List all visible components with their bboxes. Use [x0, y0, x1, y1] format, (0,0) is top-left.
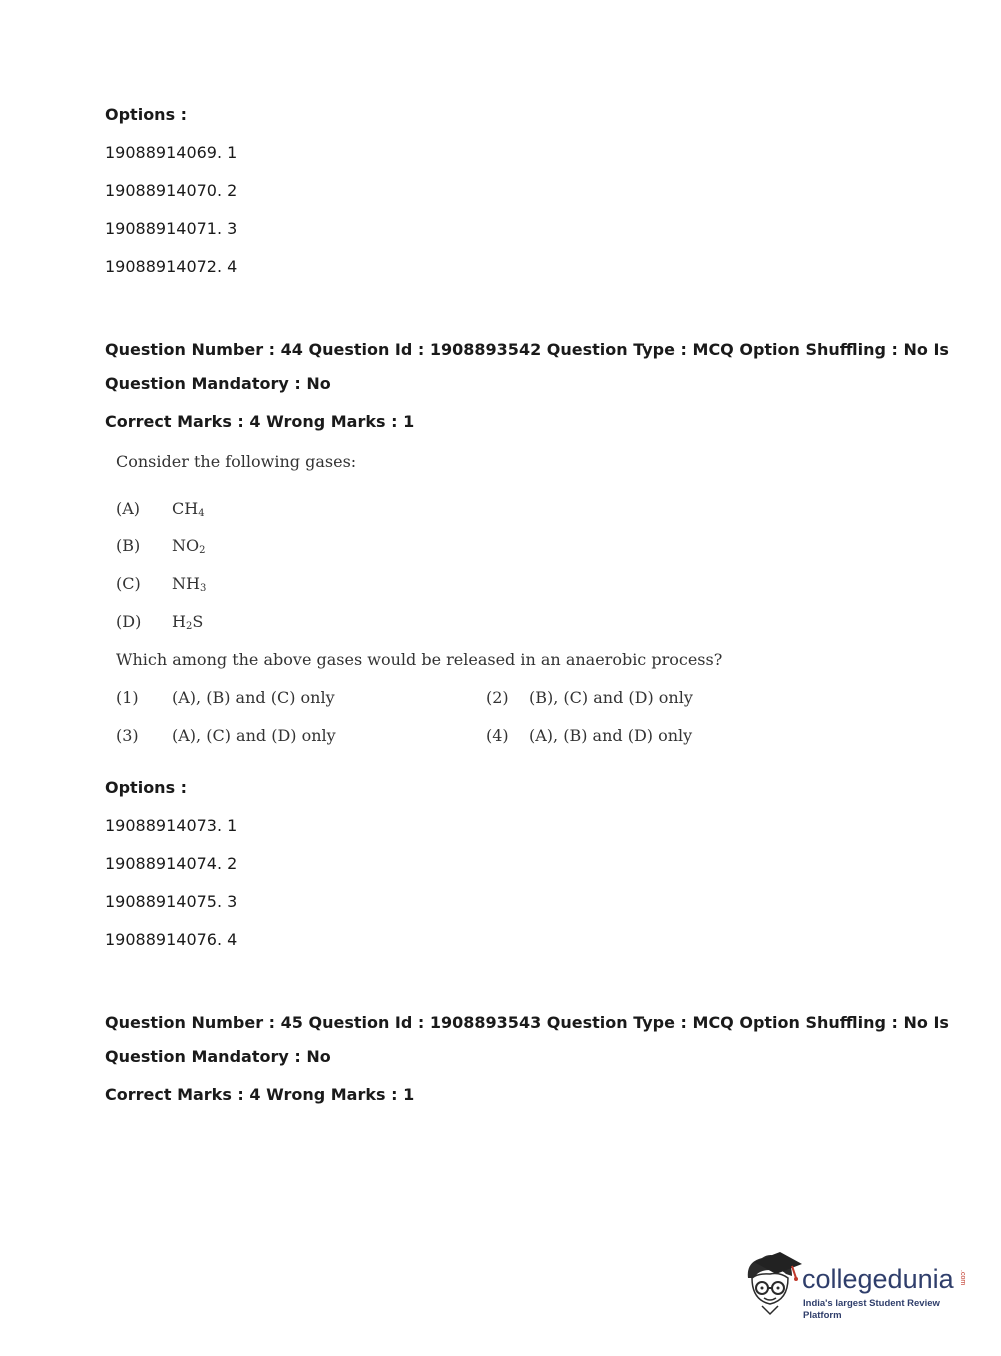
choice-text: (A), (B) and (D) only [529, 726, 693, 745]
collegedunia-logo [740, 1248, 970, 1320]
logo-wordmark: collegedunia [802, 1264, 954, 1294]
question-mandatory: Question Mandatory : No [105, 1047, 331, 1066]
choice-text: (A), (B) and (C) only [172, 688, 335, 707]
option-item: 19088914070. 2 [105, 181, 238, 200]
option-item: 19088914069. 1 [105, 143, 238, 162]
question-marks: Correct Marks : 4 Wrong Marks : 1 [105, 1085, 415, 1104]
mascot-icon [740, 1248, 802, 1320]
choice-text: (A), (C) and (D) only [172, 726, 336, 745]
option-item: 19088914071. 3 [105, 219, 238, 238]
question-mandatory: Question Mandatory : No [105, 374, 331, 393]
option-item: 19088914073. 1 [105, 816, 238, 835]
option-item: 19088914074. 2 [105, 854, 238, 873]
item-key: (B) [116, 536, 141, 555]
choice-number: (2) [486, 688, 509, 707]
item-formula: $CH_4$ [172, 499, 205, 519]
item-formula: $H_2S$ [172, 612, 204, 632]
logo-suffix: .com [959, 1270, 966, 1286]
item-formula: $NH_3$ [172, 574, 207, 594]
choice-text: (B), (C) and (D) only [529, 688, 693, 707]
choice-number: (3) [116, 726, 139, 745]
option-item: 19088914072. 4 [105, 257, 238, 276]
question-text: Which among the above gases would be released in an anaerobic process? [116, 650, 723, 669]
question-marks: Correct Marks : 4 Wrong Marks : 1 [105, 412, 415, 431]
question-header: Question Number : 44 Question Id : 1908893542 Question Type : MCQ Option Shuffling : No Is [105, 340, 949, 359]
item-key: (D) [116, 612, 142, 631]
question-header: Question Number : 45 Question Id : 1908893543 Question Type : MCQ Option Shuffling : No Is [105, 1013, 949, 1032]
options-label: Options : [105, 105, 188, 124]
item-key: (C) [116, 574, 141, 593]
question-intro: Consider the following gases: [116, 452, 357, 471]
item-key: (A) [116, 499, 141, 518]
item-formula: $NO_2$ [172, 536, 206, 556]
choice-number: (4) [486, 726, 509, 745]
logo-tagline: India's largest Student Review Platform [803, 1298, 940, 1321]
options-label: Options : [105, 778, 188, 797]
choice-number: (1) [116, 688, 139, 707]
option-item: 19088914076. 4 [105, 930, 238, 949]
option-item: 19088914075. 3 [105, 892, 238, 911]
